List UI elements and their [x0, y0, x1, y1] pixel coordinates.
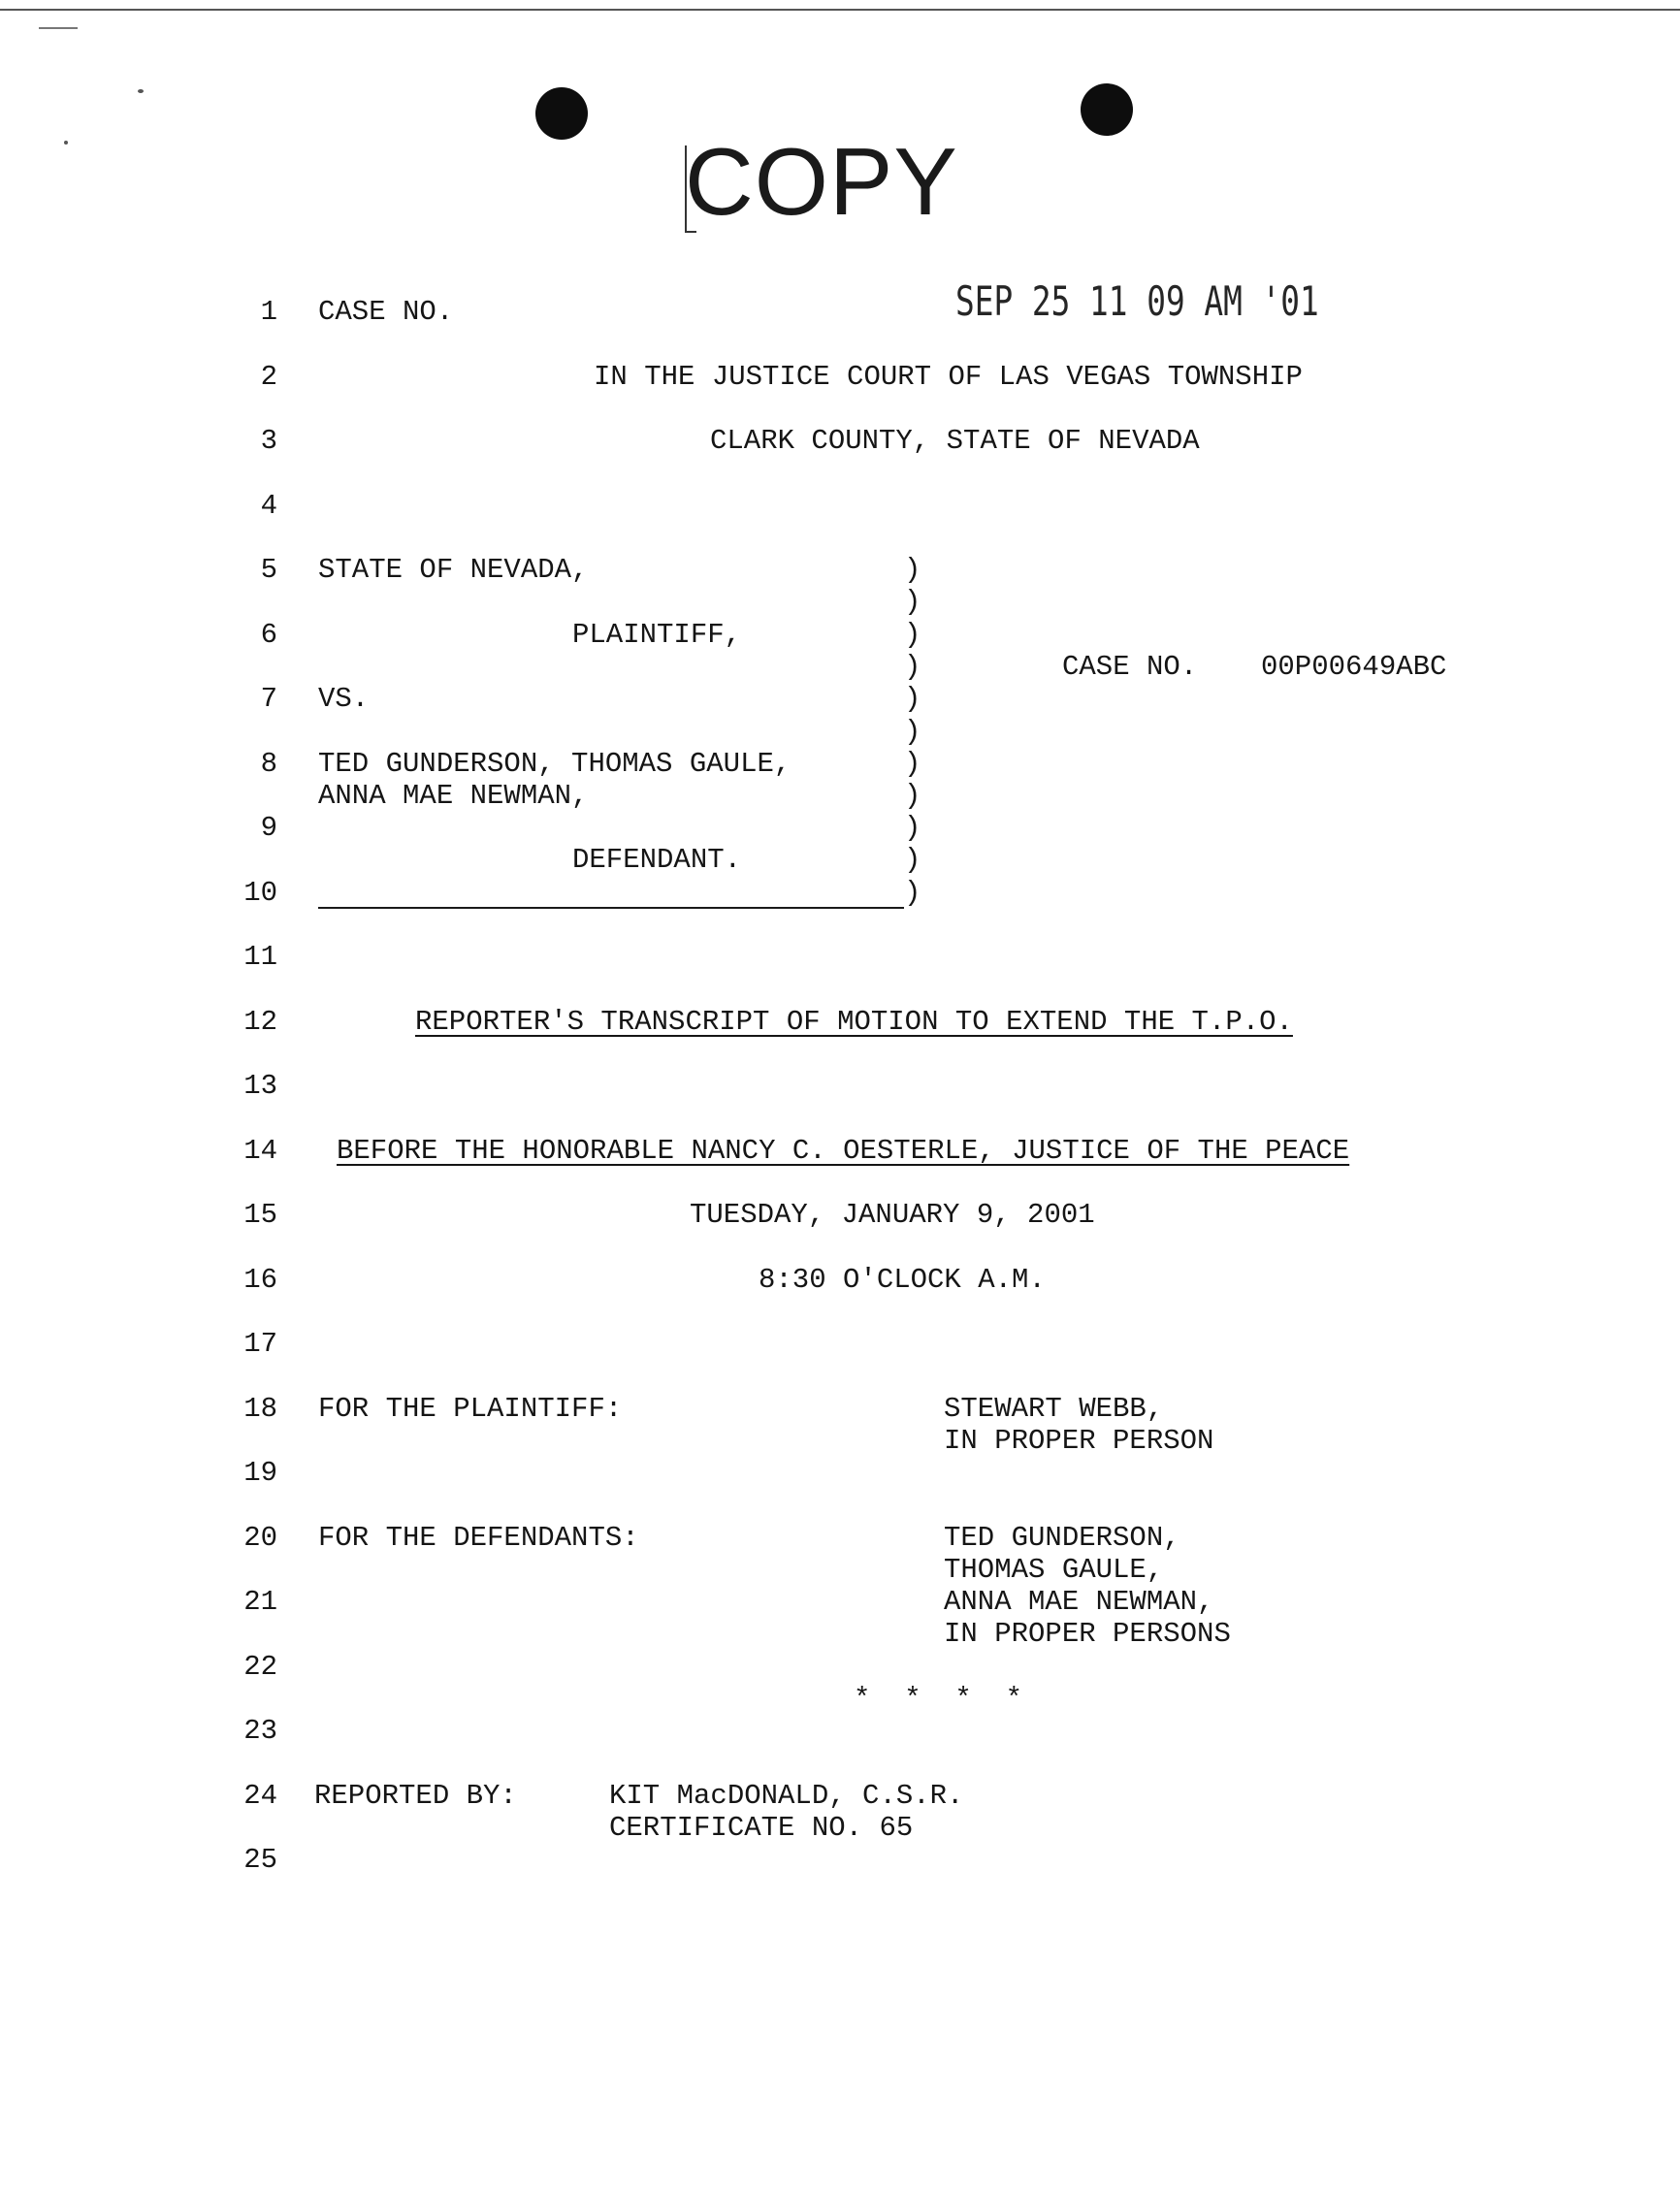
- reported-by-label: REPORTED BY:: [314, 1780, 517, 1812]
- line-number: 5: [260, 554, 277, 586]
- plaintiff-role: PLAINTIFF,: [572, 619, 742, 651]
- reporter-certificate: CERTIFICATE NO. 65: [609, 1812, 914, 1844]
- defendants-names-line2: ANNA MAE NEWMAN,: [318, 780, 589, 812]
- caption-paren: ): [904, 748, 921, 780]
- caption-paren: ): [904, 554, 921, 586]
- line-number: 18: [243, 1393, 277, 1425]
- line-number: 9: [260, 812, 277, 844]
- plaintiff-name: STATE OF NEVADA,: [318, 554, 589, 586]
- caption-paren: ): [904, 586, 921, 618]
- caption-paren: ): [904, 683, 921, 715]
- caption-paren: ): [904, 651, 921, 683]
- caption-paren: ): [904, 877, 921, 909]
- defendants-names-line1: TED GUNDERSON, THOMAS GAULE,: [318, 748, 792, 780]
- line-number: 19: [243, 1457, 277, 1489]
- defendants-appearance-line3: ANNA MAE NEWMAN,: [944, 1586, 1214, 1618]
- line-number: 2: [260, 361, 277, 393]
- county-state: CLARK COUNTY, STATE OF NEVADA: [710, 425, 1200, 457]
- line-number: 6: [260, 619, 277, 651]
- header-case-no-label: CASE NO.: [318, 296, 454, 328]
- punch-hole-right: [1081, 83, 1133, 136]
- line-number: 14: [243, 1135, 277, 1167]
- line-number: 7: [260, 683, 277, 715]
- line-number: 1: [260, 296, 277, 328]
- line-number: 20: [243, 1522, 277, 1554]
- caption-paren: ): [904, 844, 921, 876]
- filed-date-stamp: SEP 25 11 09 AM '01: [955, 277, 1319, 325]
- versus: VS.: [318, 683, 370, 715]
- line-number: 21: [243, 1586, 277, 1618]
- defendants-appearance-line2: THOMAS GAULE,: [944, 1554, 1164, 1586]
- line-number: 25: [243, 1844, 277, 1876]
- line-number: 8: [260, 748, 277, 780]
- hearing-time: 8:30 O'CLOCK A.M.: [759, 1264, 1046, 1296]
- line-number: 17: [243, 1328, 277, 1360]
- caption-paren: ): [904, 716, 921, 748]
- caption-paren: ): [904, 619, 921, 651]
- court-name: IN THE JUSTICE COURT OF LAS VEGAS TOWNSHIP: [594, 361, 1303, 393]
- line-number: 16: [243, 1264, 277, 1296]
- line-number: 12: [243, 1006, 277, 1038]
- line-number: 22: [243, 1651, 277, 1683]
- defendant-role: DEFENDANT.: [572, 844, 742, 876]
- defendants-appearance-line1: TED GUNDERSON,: [944, 1522, 1180, 1554]
- line-number: 23: [243, 1715, 277, 1747]
- hearing-date: TUESDAY, JANUARY 9, 2001: [690, 1199, 1095, 1231]
- reporter-name: KIT MacDONALD, C.S.R.: [609, 1780, 964, 1812]
- plaintiff-appearance-line2: IN PROPER PERSON: [944, 1425, 1214, 1457]
- defendants-appearance-line4: IN PROPER PERSONS: [944, 1618, 1231, 1650]
- line-number: 3: [260, 425, 277, 457]
- caption-case-no-value: 00P00649ABC: [1261, 651, 1447, 683]
- punch-hole-left: [535, 87, 588, 140]
- line-number: 4: [260, 490, 277, 522]
- defendants-appearance-label: FOR THE DEFENDANTS:: [318, 1522, 639, 1554]
- line-number: 13: [243, 1070, 277, 1102]
- line-number: 24: [243, 1780, 277, 1812]
- caption-case-no-label: CASE NO.: [1062, 651, 1198, 683]
- scan-speck: [64, 141, 68, 145]
- line-number: 15: [243, 1199, 277, 1231]
- line-number: 11: [243, 941, 277, 973]
- before-judge: BEFORE THE HONORABLE NANCY C. OESTERLE, JUSTICE OF THE PEACE: [337, 1135, 1350, 1167]
- asterisk-separator: * * * *: [854, 1683, 1023, 1715]
- copy-stamp: COPY: [685, 128, 958, 235]
- line-number: 10: [243, 877, 277, 909]
- scan-top-rule-short: [39, 27, 78, 29]
- plaintiff-appearance-label: FOR THE PLAINTIFF:: [318, 1393, 623, 1425]
- caption-paren: ): [904, 812, 921, 844]
- transcript-title: REPORTER'S TRANSCRIPT OF MOTION TO EXTEND THE T.P.O.: [415, 1006, 1293, 1038]
- scan-speck: [138, 89, 144, 93]
- scan-top-rule: [0, 9, 1680, 11]
- caption-paren: ): [904, 780, 921, 812]
- caption-bottom-rule: [318, 907, 904, 909]
- plaintiff-appearance-line1: STEWART WEBB,: [944, 1393, 1164, 1425]
